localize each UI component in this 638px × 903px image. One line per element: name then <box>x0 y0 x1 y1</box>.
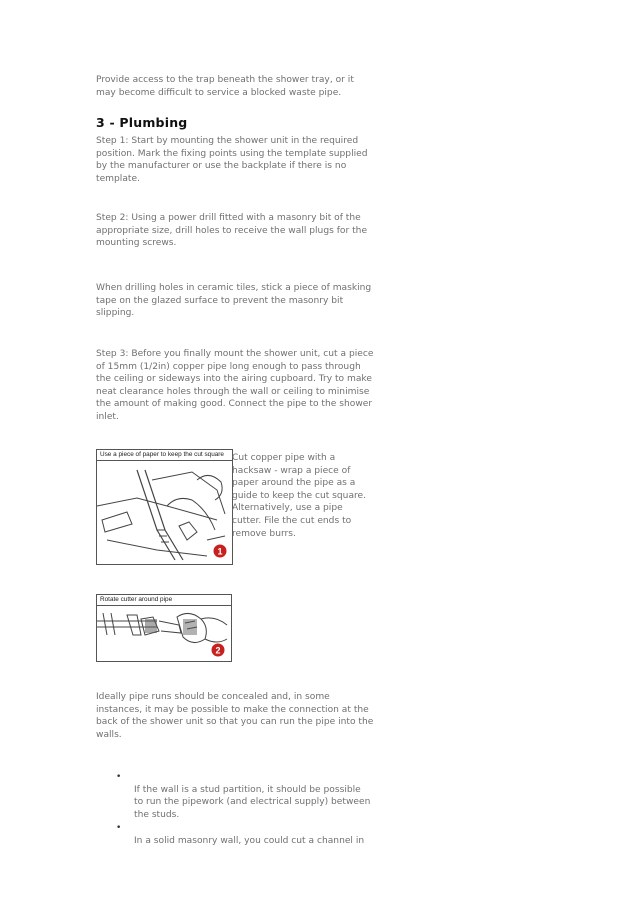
masking-tape-tip: When drilling holes in ceramic tiles, stick a piece of masking tape on the glazed surface to prevent the masonry bit slipping. <box>96 283 372 319</box>
svg-text:2: 2 <box>215 645 221 656</box>
bullet-text: If the wall is a stud partition, it should be possible to run the pipework (and electrical supply) between the studs. <box>134 784 371 820</box>
hacksaw-illustration <box>97 460 232 564</box>
figure-1-caption: Use a piece of paper to keep the cut square <box>97 450 232 461</box>
figure-2-caption: Rotate cutter around pipe <box>97 595 231 606</box>
step-3-paragraph: Step 3: Before you finally mount the shower unit, cut a piece of 15mm (1/2in) copper pipe long enough to pass through the ceiling or sideways into the airing cupboard. Try to make neat clearance holes through the wall or ceiling to minimise the amount of making good. Connect the pipe to the shower inlet. <box>96 349 374 422</box>
bullet-icon: • <box>116 823 122 834</box>
step-1-paragraph: Step 1: Start by mounting the shower unit in the required position. Mark the fixing points using the template supplied by the manufacturer or use the backplate if there is no template. <box>96 136 368 184</box>
bullet-item <box>96 771 379 821</box>
bullet-icon: • <box>116 772 122 782</box>
figure-1-badge <box>213 544 227 558</box>
bullet-list <box>96 771 379 849</box>
step-2-paragraph: Step 2: Using a power drill fitted with a masonry bit of the appropriate size, drill holes to receive the wall plugs for the mounting screws. <box>96 213 368 249</box>
concealed-pipes-paragraph: Ideally pipe runs should be concealed and, in some instances, it may be possible to make the connection at the back of the shower unit so that you can run the pipe into the walls. <box>96 692 374 740</box>
figure-hacksaw <box>96 449 233 565</box>
bullet-text: In a solid masonry wall, you could cut a channel in <box>134 835 365 846</box>
pipe-cutter-illustration <box>97 605 231 661</box>
svg-text:1: 1 <box>217 546 223 557</box>
bullet-item <box>96 822 379 847</box>
figure-2-badge <box>211 643 225 657</box>
cut-pipe-note: Cut copper pipe with a hacksaw - wrap a piece of paper around the pipe as a guide to keep the cut square. Alternatively, use a pipe cutter. File the cut ends to remove burrs. <box>232 453 367 539</box>
figure-pipe-cutter <box>96 594 232 662</box>
intro-paragraph: Provide access to the trap beneath the shower tray, or it may become difficult to service a blocked waste pipe. <box>96 75 354 98</box>
section-heading: 3 - Plumbing <box>96 115 188 130</box>
